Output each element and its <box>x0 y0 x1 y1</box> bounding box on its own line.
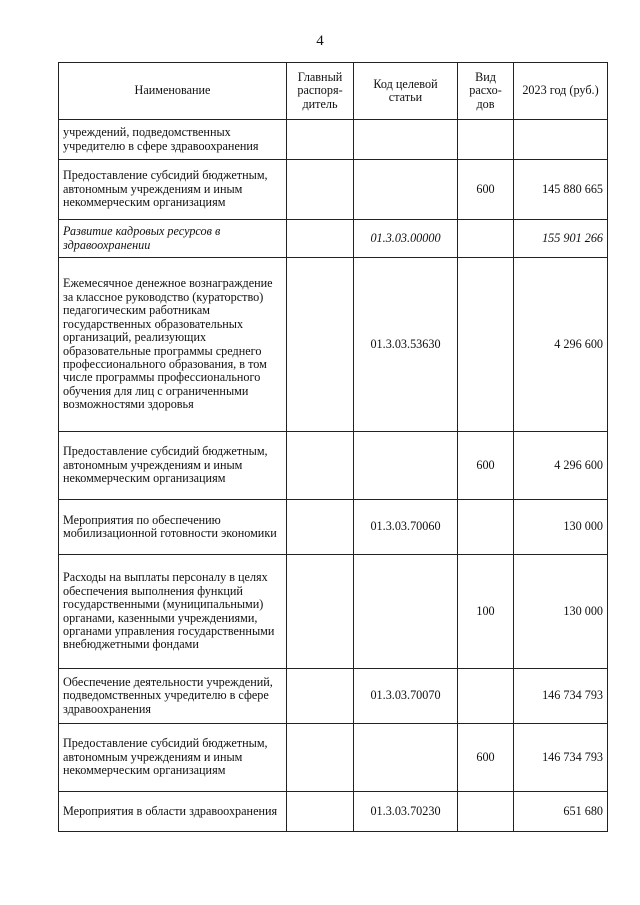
row-name-cell: Мероприятия по обеспечению мобилизационной готовности экономики <box>59 500 287 555</box>
row-amount-cell: 130 000 <box>514 555 608 669</box>
row-kind-cell: 600 <box>458 432 514 500</box>
table-row <box>59 669 608 724</box>
row-manager-cell <box>287 120 354 160</box>
row-amount-cell: 146 734 793 <box>514 669 608 724</box>
row-manager-cell <box>287 500 354 555</box>
row-amount-cell: 145 880 665 <box>514 160 608 220</box>
row-code-cell <box>354 120 458 160</box>
table-row <box>59 555 608 669</box>
row-amount-cell: 4 296 600 <box>514 258 608 432</box>
header-amount: 2023 год (руб.) <box>514 63 608 120</box>
row-manager-cell <box>287 724 354 792</box>
row-code-cell <box>354 555 458 669</box>
table-header-row <box>59 63 608 120</box>
table-row <box>59 724 608 792</box>
row-name-cell: Расходы на выплаты персоналу в целях обеспечения выполнения функций государственными (муниципальными) органами, казенными учреждениями, органами управления государственными внебюджетными фондами <box>59 555 287 669</box>
row-kind-cell <box>458 120 514 160</box>
row-amount-cell: 146 734 793 <box>514 724 608 792</box>
row-code-cell: 01.3.03.70230 <box>354 792 458 832</box>
row-manager-cell <box>287 432 354 500</box>
header-manager: Главный распоря-дитель <box>287 63 354 120</box>
table-row <box>59 258 608 432</box>
row-kind-cell <box>458 669 514 724</box>
row-name-cell: Развитие кадровых ресурсов в здравоохранении <box>59 220 287 258</box>
row-name-cell: Ежемесячное денежное вознаграждение за классное руководство (кураторство) педагогическим работникам государственных образовательных организаций, реализующих образовательные программы среднего профессионального образования, в том числе программы профессионального обучения для лиц с ограниченными возможностями здоровья <box>59 258 287 432</box>
table-row <box>59 160 608 220</box>
row-code-cell: 01.3.03.70060 <box>354 500 458 555</box>
row-code-cell <box>354 432 458 500</box>
row-code-cell: 01.3.03.53630 <box>354 258 458 432</box>
row-name-cell: Предоставление субсидий бюджетным, автономным учреждениям и иным некоммерческим организациям <box>59 432 287 500</box>
row-kind-cell <box>458 500 514 555</box>
table-row <box>59 432 608 500</box>
row-amount-cell: 651 680 <box>514 792 608 832</box>
row-manager-cell <box>287 669 354 724</box>
row-name-cell: Обеспечение деятельности учреждений, подведомственных учредителю в сфере здравоохранения <box>59 669 287 724</box>
row-amount-cell: 4 296 600 <box>514 432 608 500</box>
row-kind-cell <box>458 258 514 432</box>
row-kind-cell: 600 <box>458 724 514 792</box>
row-code-cell <box>354 724 458 792</box>
row-manager-cell <box>287 258 354 432</box>
row-amount-cell <box>514 120 608 160</box>
row-kind-cell: 600 <box>458 160 514 220</box>
row-name-cell: Предоставление субсидий бюджетным, автономным учреждениям и иным некоммерческим организациям <box>59 724 287 792</box>
row-code-cell: 01.3.03.70070 <box>354 669 458 724</box>
table-row <box>59 500 608 555</box>
row-code-cell <box>354 160 458 220</box>
header-code: Код целевой статьи <box>354 63 458 120</box>
header-name: Наименование <box>59 63 287 120</box>
row-name-cell: Мероприятия в области здравоохранения <box>59 792 287 832</box>
row-amount-cell: 155 901 266 <box>514 220 608 258</box>
table-row <box>59 792 608 832</box>
row-amount-cell: 130 000 <box>514 500 608 555</box>
page-number: 4 <box>316 33 324 49</box>
budget-table <box>58 62 608 832</box>
row-name-cell: Предоставление субсидий бюджетным, автономным учреждениям и иным некоммерческим организациям <box>59 160 287 220</box>
row-manager-cell <box>287 160 354 220</box>
row-manager-cell <box>287 555 354 669</box>
row-manager-cell <box>287 792 354 832</box>
row-kind-cell: 100 <box>458 555 514 669</box>
row-code-cell: 01.3.03.00000 <box>354 220 458 258</box>
row-kind-cell <box>458 220 514 258</box>
row-manager-cell <box>287 220 354 258</box>
table-row <box>59 220 608 258</box>
row-kind-cell <box>458 792 514 832</box>
table-row <box>59 120 608 160</box>
row-name-cell: учреждений, подведомственных учредителю в сфере здравоохранения <box>59 120 287 160</box>
header-kind: Вид расхо-дов <box>458 63 514 120</box>
